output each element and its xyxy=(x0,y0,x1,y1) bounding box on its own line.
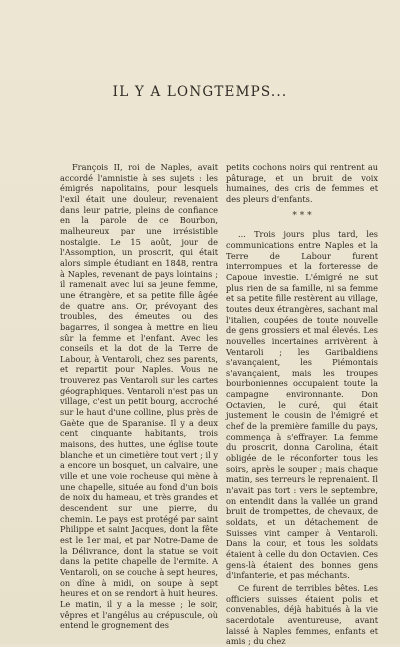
left-paragraph-1: François II, roi de Naples, avait accordé l'amnistie à ses sujets : les émigrés napolitains, pour lesquels l'exil était une douleur, revenaient dans leur patrie, pleins de confiance en la parole de ce Bourbon, malheureux par une irrésistible nostalgie. Le 15 août, jour de l'Assomption, un proscrit, qui était alors simple étudiant en 1848, rentra à Naples, revenant de pays lointains ; il ramenait avec lui sa jeune femme, une étrangère, et sa petite fille âgée de quatre ans. Or, prévoyant des troubles, des émeutes ou des bagarres, il songea à mettre en lieu sûr la femme et l'enfant. Avec les conseils et la dot de la Terre de Labour, à Ventaroli, chez ses parents, et repartit pour Naples. Vous ne trouverez pas Ventaroli sur les cartes géographiques. Ventaroli n'est pas un village, c'est un petit bourg, accroché sur le haut d'une colline, plus près de Gaète que de Sparanise. Il y a deux cent cinquante habitants, trois maisons, des huttes, une église toute blanche et un cimetière tout vert ; il y a encore un bosquet, un calvaire, une ville et une voie rocheuse qui mène à une chapelle, située au fond d'un bois de noix du hameau, et très grandes et descendent sur une pierre, du chemin. Le pays est protégé par saint Philippe et saint Jacques, dont la fête est le 1er mai, et par Notre-Dame de la Délivrance, dont la statue se voit dans la petite chapelle de l'ermite. A Ventaroli, on se couche à sept heures, on dîne à midi, on soupe à sept heures et on se rendort à huit heures. Le matin, il y a la messe ; le soir, vêpres et l'angélus au crépuscule, où entend le grognement des xyxy=(60,162,218,631)
right-paragraph-upper: petits cochons noirs qui rentrent au pâturage, et un bruit de voix humaines, des cris de femmes et des pleurs d'enfants. xyxy=(226,162,378,204)
right-column xyxy=(226,162,378,647)
right-paragraph-lower-2: Ce furent de terribles bêtes. Les officiers suisses étaient polis et convenables, déjà habitués à la vie sacerdotale aventureuse, avant laissé à Naples femmes, enfants et amis ; du chez xyxy=(226,582,378,647)
left-column xyxy=(60,162,218,631)
section-separator: * * * xyxy=(292,210,312,221)
right-paragraph-lower-1: ... Trois jours plus tard, les communications entre Naples et la Terre de Labour furent interrompues et la forteresse de Capoue investie. L'émigré ne sut plus rien de sa famille, ni sa femme et sa petite fille restèrent au village, toutes deux étrangères, sachant mal l'italien, coupées de toute nouvelle de gens grossiers et mal élevés. Les nouvelles incertaines arrivèrent à Ventaroli ; les Garibaldiens s'avançaient, les Piémontais s'avançaient, mais les troupes bourboniennes occupaient toute la campagne environnante. Don Octavien, le curé, qui était justement le cousin de l'émigré et chef de la première famille du pays, commença à s'effrayer. La femme du proscrit, donna Carolina, était obligée de le réconforter tous les soirs, après le souper ; mais chaque matin, ses terreurs le reprenaient. Il n'avait pas tort : vers le septembre, on entendit dans la vallée un grand bruit de trompettes, de chevaux, de soldats, et un détachement de Suisses vint camper à Ventaroli. Dans la cour, et tous les soldats étaient à celle du don Octavien. Ces gens-là étaient des bonnes gens d'infanterie, et pas méchants. xyxy=(226,229,378,581)
article-title: IL Y A LONGTEMPS... xyxy=(112,84,288,100)
